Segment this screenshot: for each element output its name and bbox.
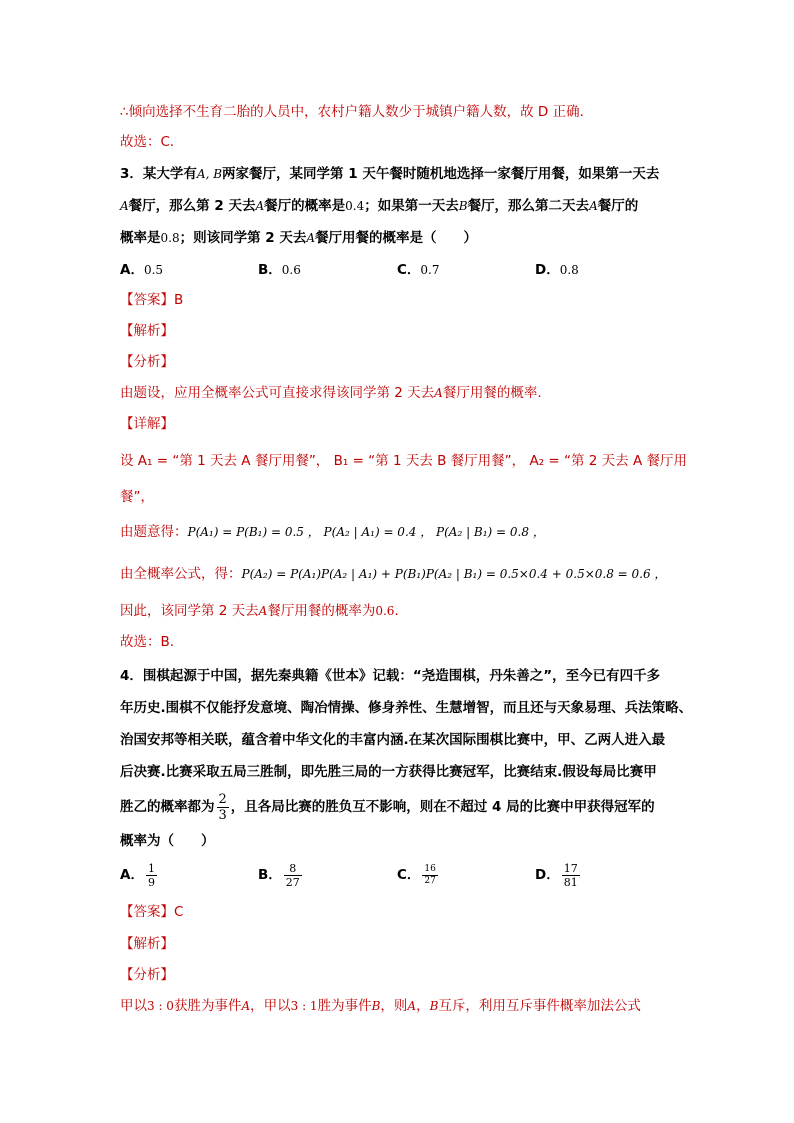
q3-detail-tag: 【详解】 bbox=[120, 416, 174, 432]
q3-detail-line-1: 设 A₁ = “第 1 天去 A 餐厅用餐”， B₁ = “第 1 天去 B 餐厅用餐”， A₂ = “第 2 天去 A 餐厅用 bbox=[120, 453, 687, 469]
q4-stem-line-3: 治国安邦等相关联，蕴含着中华文化的丰富内涵.在某次国际围棋比赛中，甲、乙两人进入最 bbox=[120, 732, 666, 748]
q4-stem-line-4: 后决赛.比赛采取五局三胜制，即先胜三局的一方获得比赛冠军，比赛结束.假设每局比赛甲 bbox=[120, 764, 657, 780]
q3-option-b: B．0.6 bbox=[258, 262, 301, 278]
q3-detail-line-5: 因此，该同学第 2 天去A餐厅用餐的概率为0.6． bbox=[120, 603, 408, 619]
q4-answer: 【答案】C bbox=[120, 904, 184, 920]
q3-detail-line-2: 餐”， bbox=[120, 489, 154, 505]
q4-analysis-tag: 【解析】 bbox=[120, 936, 174, 952]
q3-option-c: C．0.7 bbox=[397, 262, 440, 278]
q3-fenxi-tag: 【分析】 bbox=[120, 354, 174, 370]
q3-fenxi-text: 由题设，应用全概率公式可直接求得该同学第 2 天去A餐厅用餐的概率. bbox=[120, 385, 542, 401]
q3-option-a: A．0.5 bbox=[120, 262, 164, 278]
q4-option-b: B． $\frac{8}{27}$ bbox=[258, 861, 300, 889]
q4-option-c: C． $\frac{16}{27}$ bbox=[397, 863, 436, 886]
q4-option-d: D． $\frac{17}{81}$ bbox=[535, 861, 578, 889]
q4-option-a: A． $\frac{1}{9}$ bbox=[120, 861, 155, 889]
q4-stem-line-2: 年历史.围棋不仅能抒发意境、陶冶情操、修身养性、生慧增智，而且还与天象易理、兵法策略、 bbox=[120, 700, 693, 716]
q3-stem-line-2: A餐厅，那么第 2 天去A餐厅的概率是0.4；如果第一天去B餐厅，那么第二天去A餐厅的 bbox=[120, 198, 639, 214]
q3-answer: 【答案】B bbox=[120, 292, 184, 308]
q4-stem-line-1: 4．围棋起源于中国，据先秦典籍《世本》记载：“尧造围棋，丹朱善之”，至今已有四千多 bbox=[120, 668, 661, 684]
q3-stem-line-1: 3．某大学有A, B两家餐厅，某同学第 1 天午餐时随机地选择一家餐厅用餐，如果第一天去 bbox=[120, 166, 660, 182]
conclusion-text: ∴倾向选择不生育二胎的人员中，农村户籍人数少于城镇户籍人数，故 D 正确． bbox=[120, 104, 594, 120]
q3-stem-line-3: 概率是0.8；则该同学第 2 天去A餐厅用餐的概率是（ ） bbox=[120, 230, 478, 246]
q3-option-d: D．0.8 bbox=[535, 262, 579, 278]
fraction-two-thirds: $\frac{2}{3}$ bbox=[218, 791, 227, 823]
q3-detail-line-3: 由题意得：P(A₁) = P(B₁) = 0.5 ， P(A₂ | A₁) = 0.4 ， P(A₂ | B₁) = 0.8 ， bbox=[120, 524, 545, 540]
q3-choose: 故选：B. bbox=[120, 634, 175, 650]
q3-analysis-tag: 【解析】 bbox=[120, 323, 174, 339]
q4-fenxi-text: 甲以3 : 0获胜为事件A，甲以3 : 1胜为事件B，则A，B互斥，利用互斥事件概率加法公式 bbox=[120, 998, 641, 1014]
choose-text: 故选：C． bbox=[120, 134, 184, 150]
q4-stem-line-6: 概率为（ ） bbox=[120, 833, 215, 849]
q4-fenxi-tag: 【分析】 bbox=[120, 967, 174, 983]
q4-stem-line-5: 胜乙的概率都为 $\frac{2}{3}$ ，且各局比赛的胜负互不影响，则在不超过 4 局的比赛中甲获得冠军的 bbox=[120, 791, 655, 823]
q3-detail-line-4: 由全概率公式，得：P(A₂) = P(A₁)P(A₂ | A₁) + P(B₁)P(A₂ | B₁) = 0.5×0.4 + 0.5×0.8 = 0.6 ， bbox=[120, 566, 667, 582]
